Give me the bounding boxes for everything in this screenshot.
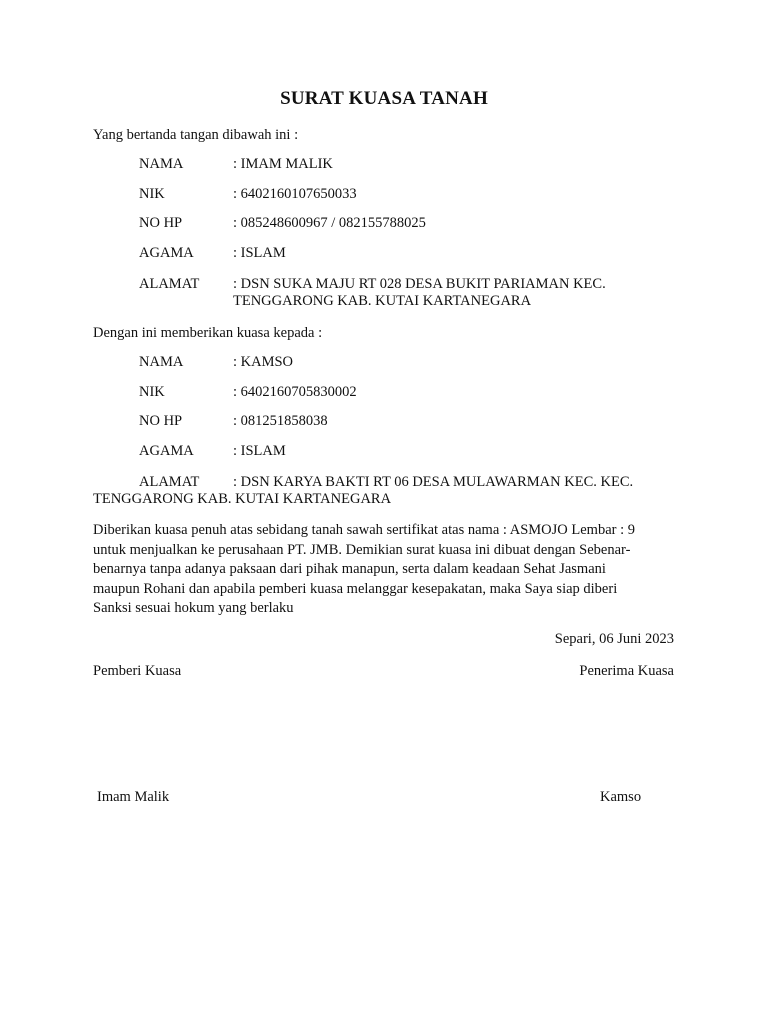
body-line-2: untuk menjualkan ke perusahaan PT. JMB. Demikian surat kuasa ini dibuat dengan Sebenar- — [93, 542, 631, 558]
grantee-name-value: : KAMSO — [233, 354, 294, 370]
grantor-name-value: : IMAM MALIK — [233, 156, 333, 172]
grantor-address-label: ALAMAT — [139, 276, 200, 292]
grantor-address-line2: TENGGARONG KAB. KUTAI KARTANEGARA — [233, 293, 532, 309]
grantor-phone-label: NO HP — [139, 215, 183, 231]
grantee-phone-value: : 081251858038 — [233, 413, 328, 429]
grantor-religion-label: AGAMA — [139, 245, 194, 261]
grantor-phone-value: : 085248600967 / 082155788025 — [233, 215, 426, 231]
transition-text: Dengan ini memberikan kuasa kepada : — [93, 325, 323, 341]
grantor-nik-label: NIK — [139, 186, 165, 202]
document-title: SURAT KUASA TANAH — [280, 88, 488, 109]
place-date: Separi, 06 Juni 2023 — [554, 631, 674, 647]
grantee-address-label: ALAMAT — [139, 474, 200, 490]
grantee-address-line2: TENGGARONG KAB. KUTAI KARTANEGARA — [93, 491, 392, 507]
grantor-role-label: Pemberi Kuasa — [93, 663, 182, 679]
grantee-nik-label: NIK — [139, 384, 165, 400]
grantor-religion-value: : ISLAM — [233, 245, 286, 261]
grantee-religion-label: AGAMA — [139, 443, 194, 459]
grantor-address-line1: : DSN SUKA MAJU RT 028 DESA BUKIT PARIAMAN KEC. — [233, 276, 606, 292]
grantor-nik-value: : 6402160107650033 — [233, 186, 357, 202]
grantee-nik-value: : 6402160705830002 — [233, 384, 357, 400]
grantee-phone-label: NO HP — [139, 413, 183, 429]
body-line-3: benarnya tanpa adanya paksaan dari pihak manapun, serta dalam keadaan Sehat Jasmani — [93, 561, 606, 577]
grantor-signature-name: Imam Malik — [97, 789, 170, 805]
grantor-name-label: NAMA — [139, 156, 184, 172]
intro-text: Yang bertanda tangan dibawah ini : — [93, 127, 299, 143]
grantee-religion-value: : ISLAM — [233, 443, 286, 459]
grantee-role-label: Penerima Kuasa — [579, 663, 674, 679]
grantee-name-label: NAMA — [139, 354, 184, 370]
body-line-1: Diberikan kuasa penuh atas sebidang tanah sawah sertifikat atas nama : ASMOJO Lembar : 9 — [93, 522, 635, 538]
grantee-address-line1: : DSN KARYA BAKTI RT 06 DESA MULAWARMAN KEC. KEC. — [233, 474, 634, 490]
grantee-signature-name: Kamso — [600, 789, 642, 805]
body-line-4: maupun Rohani dan apabila pemberi kuasa melanggar kesepakatan, maka Saya siap diberi — [93, 581, 618, 597]
body-line-5: Sanksi sesuai hokum yang berlaku — [93, 600, 294, 616]
